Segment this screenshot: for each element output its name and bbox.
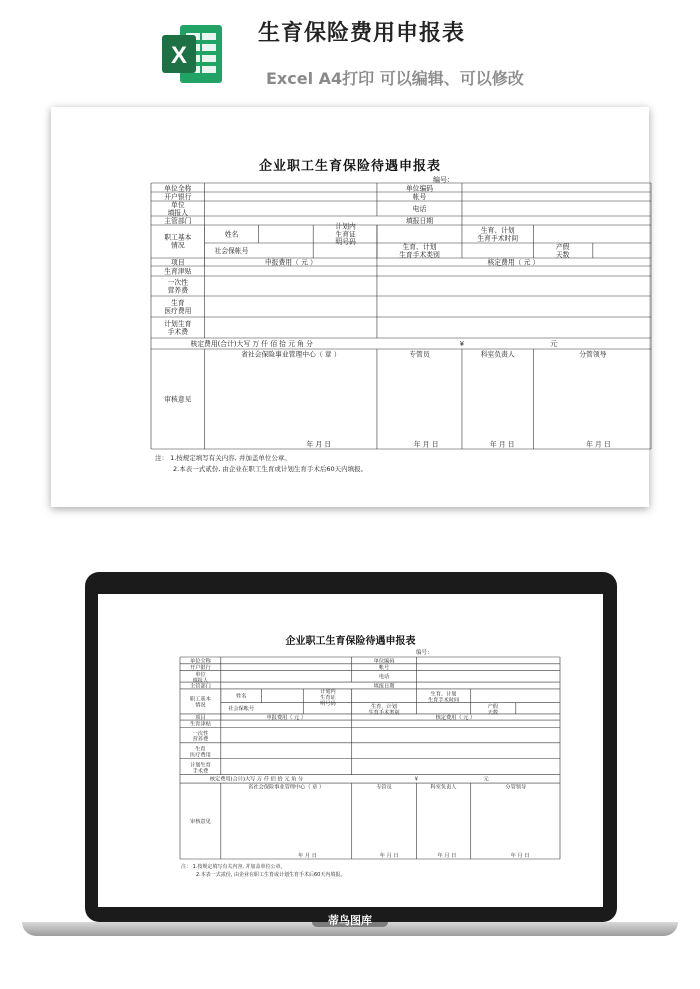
excel-icon-letter: X xyxy=(170,42,188,69)
form-label-date-line: 年 月 日 xyxy=(489,440,515,449)
laptop-brand-label: 蒂鸟图库 xyxy=(328,914,372,927)
form-note-1: 注： 1.按规定填写有关内容, 并加盖单位公章。 xyxy=(155,454,291,462)
form-label-surgery-type: 生育、计划 xyxy=(402,242,437,251)
form-label-surgery-type: 生育、计划 xyxy=(371,703,398,710)
form-label-specialist: 专管员 xyxy=(409,350,430,359)
form-label-social-account: 社会保帐号 xyxy=(228,706,255,713)
serial-number-label: 编号： xyxy=(433,176,454,184)
form-label-medical: 生育 xyxy=(195,746,206,753)
form-label-leave-days: 产假 xyxy=(487,703,499,710)
form-label-leave-days: 天数 xyxy=(487,709,499,716)
form-label-surgery-fee: 手术费 xyxy=(192,768,209,775)
form-label-fill-date: 填报日期 xyxy=(405,216,434,225)
form-table xyxy=(151,183,651,453)
laptop-screen xyxy=(98,594,603,907)
form-label-plan-cert: 计划内 xyxy=(320,689,336,696)
laptop-form-title: 企业职工生育保险待遇申报表 xyxy=(285,636,416,647)
form-label-approved-cost: 核定费用（ 元 ） xyxy=(435,714,476,721)
form-label-birth-time: 生育、计划 xyxy=(480,226,515,235)
form-label-yuan: 元 xyxy=(483,776,489,783)
form-label-name: 姓名 xyxy=(224,230,239,239)
form-label-unit-code: 单位编码 xyxy=(405,184,434,193)
form-label-birth-time: 生育手术时间 xyxy=(427,697,460,704)
form-label-item: 项目 xyxy=(171,258,185,267)
form-label-yen: ¥ xyxy=(414,776,418,783)
form-label-unit-filler: 单位 xyxy=(195,671,206,678)
form-label-leave-days: 天数 xyxy=(555,250,570,259)
form-label-section-head: 科室负责人 xyxy=(430,784,457,791)
form-label-date-line: 年 月 日 xyxy=(510,853,530,860)
form-label-unit-code: 单位编码 xyxy=(373,658,395,665)
form-label-employee-info: 情况 xyxy=(171,241,185,250)
form-label-surgery-fee: 手术费 xyxy=(167,327,189,336)
form-label-unit-name: 单位全称 xyxy=(190,658,211,665)
form-label-unit-name: 单位全称 xyxy=(164,184,192,193)
form-label-leave-days: 产假 xyxy=(555,242,570,251)
page-subtitle: Excel A4打印 可以编辑、可以修改 xyxy=(266,69,524,88)
form-label-employee-info: 情况 xyxy=(195,702,206,709)
form-label-birth-allowance: 生育津贴 xyxy=(164,267,192,276)
form-label-unit-filler: 填报人 xyxy=(167,208,189,217)
form-label-date-line: 年 月 日 xyxy=(298,853,317,860)
form-label-approved-cost: 核定费用（ 元 ） xyxy=(487,258,540,267)
form-label-name: 姓名 xyxy=(236,693,247,700)
form-label-date-line: 年 月 日 xyxy=(586,440,611,449)
form-label-nutrition: 一次性 xyxy=(192,730,209,737)
form-label-review: 审核意见 xyxy=(164,395,192,404)
form-label-account: 帐号 xyxy=(412,192,427,201)
page-title: 生育保险费用申报表 xyxy=(258,21,466,46)
excel-icon xyxy=(160,21,226,87)
form-label-plan-cert: 明号码 xyxy=(335,238,356,247)
form-label-date-line: 年 月 日 xyxy=(306,440,332,449)
form-note-2: 2.本表一式贰份, 由企业在职工生育或计划生育手术后60天内填报。 xyxy=(173,465,368,473)
form-label-surgery-fee: 计划生育 xyxy=(190,762,211,769)
form-label-medical: 生育 xyxy=(171,298,185,307)
form-label-plan-cert: 生育证 xyxy=(335,230,356,239)
form-label-leader: 分管领导 xyxy=(579,350,607,359)
form-label-date-line: 年 月 日 xyxy=(413,440,439,449)
form-label-phone: 电话 xyxy=(378,674,390,681)
form-label-birth-allowance: 生育津贴 xyxy=(190,721,211,728)
form-label-plan-cert: 生育证 xyxy=(320,694,336,701)
form-label-review: 审核意见 xyxy=(190,818,211,825)
form-label-plan-cert: 明号码 xyxy=(320,700,336,707)
form-label-account: 帐号 xyxy=(378,665,390,672)
form-label-authority: 主管部门 xyxy=(190,683,211,690)
form-label-plan-cert: 计划内 xyxy=(335,222,356,231)
form-label-surgery-fee: 计划生育 xyxy=(164,319,192,328)
form-sheet-preview xyxy=(51,107,649,507)
form-label-unit-filler: 填报人 xyxy=(192,677,209,684)
form-label-yuan: 元 xyxy=(550,339,558,348)
form-label-yen: ¥ xyxy=(459,339,465,348)
form-label-authority: 主管部门 xyxy=(164,216,192,225)
form-label-social-account: 社会保帐号 xyxy=(214,246,249,255)
laptop-note-2: 2.本表一式贰份, 由企业在职工生育或计划生育手术后60天内填报。 xyxy=(196,872,346,878)
form-title: 企业职工生育保险待遇申报表 xyxy=(258,159,441,174)
form-label-nutrition: 营养费 xyxy=(167,286,189,295)
form-label-birth-time: 生育、计划 xyxy=(430,691,457,698)
form-label-leader: 分管领导 xyxy=(505,784,527,791)
form-label-date-line: 年 月 日 xyxy=(437,853,457,860)
form-label-nutrition: 一次性 xyxy=(167,278,189,287)
laptop-note-1: 注： 1.按规定填写有关内容, 并加盖单位公章。 xyxy=(181,864,286,870)
form-label-medical: 医疗费用 xyxy=(164,306,192,315)
form-label-phone: 电话 xyxy=(412,204,427,213)
form-label-bank: 开户银行 xyxy=(190,665,211,672)
form-label-item: 项目 xyxy=(195,714,206,721)
form-label-specialist: 专管员 xyxy=(376,784,392,791)
form-label-total-row: 核定费用(合计)大写 万 仟 佰 拾 元 角 分 xyxy=(190,339,313,348)
form-label-employee-info: 职工基本 xyxy=(190,696,211,703)
form-label-surgery-type: 生育手术类别 xyxy=(399,250,440,259)
form-label-bank: 开户银行 xyxy=(164,192,192,201)
form-label-employee-info: 职工基本 xyxy=(164,233,192,242)
form-label-nutrition: 营养费 xyxy=(192,736,209,743)
form-label-total-row: 核定费用(合计)大写 万 仟 佰 拾 元 角 分 xyxy=(209,776,304,783)
laptop-serial-label: 编号： xyxy=(416,650,433,656)
form-label-fill-date: 填报日期 xyxy=(373,683,395,690)
form-label-center: 省社会保险事业管理中心（ 章 ） xyxy=(248,784,325,791)
form-label-surgery-type: 生育手术类别 xyxy=(368,709,400,716)
form-label-unit-filler: 单位 xyxy=(171,200,185,209)
form-label-birth-time: 生育手术时间 xyxy=(477,234,519,243)
form-label-date-line: 年 月 日 xyxy=(379,853,399,860)
form-label-medical: 医疗费用 xyxy=(190,752,211,759)
form-label-section-head: 科室负责人 xyxy=(480,350,515,359)
form-label-center: 省社会保险事业管理中心（ 章 ） xyxy=(241,350,341,359)
form-label-declared-cost: 申报费用（ 元 ） xyxy=(266,714,307,721)
laptop-form-table xyxy=(98,594,598,864)
form-label-declared-cost: 申报费用（ 元 ） xyxy=(264,258,317,267)
